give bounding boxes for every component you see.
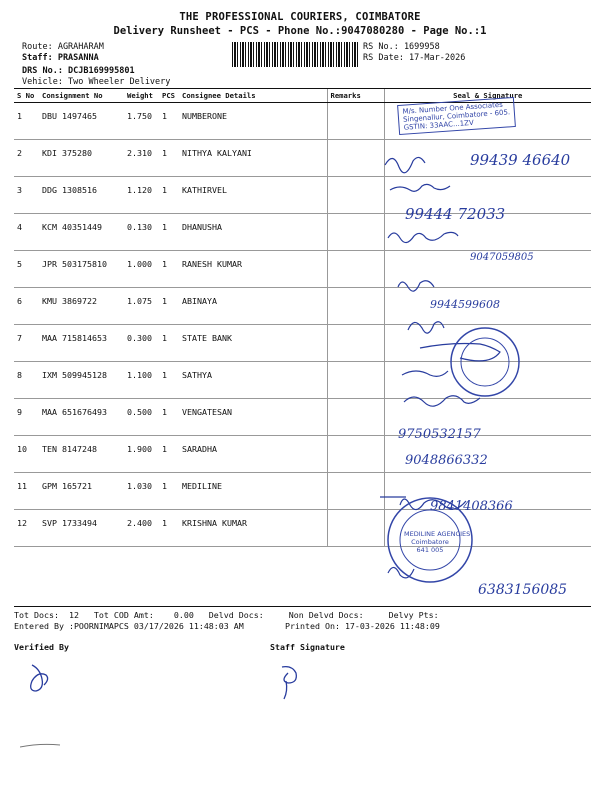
footer-divider <box>14 606 591 607</box>
cell-pcs: 1 <box>159 510 179 547</box>
cell-weight: 1.030 <box>124 473 159 510</box>
col-sno: S No <box>14 89 39 103</box>
cell-pcs: 1 <box>159 362 179 399</box>
cell-weight: 1.000 <box>124 251 159 288</box>
cell-consignment: DDG 1308516 <box>39 177 124 214</box>
cell-sno: 1 <box>14 103 39 140</box>
cell-weight: 0.130 <box>124 214 159 251</box>
cell-consignment: MAA 651676493 <box>39 399 124 436</box>
rs-date: RS Date: 17-Mar-2026 <box>363 53 466 63</box>
cell-consignment: IXM 509945128 <box>39 362 124 399</box>
verified-by-label: Verified By <box>14 642 69 652</box>
col-consignment: Consignment No <box>39 89 124 103</box>
cell-sno: 7 <box>14 325 39 362</box>
cell-sno: 12 <box>14 510 39 547</box>
cell-remarks <box>327 473 384 510</box>
printed-on: Printed On: 17-03-2026 11:48:09 <box>285 621 440 631</box>
cell-consignment: KDI 375280 <box>39 140 124 177</box>
signature-scribble <box>398 281 434 291</box>
signature-scribble <box>388 232 458 242</box>
cell-consignee: NITHYA KALYANI <box>179 140 327 177</box>
cell-weight: 2.310 <box>124 140 159 177</box>
cell-consignment: TEN 8147248 <box>39 436 124 473</box>
page-title: THE PROFESSIONAL COURIERS, COIMBATORE <box>179 11 421 23</box>
cell-consignee: MEDILINE <box>179 473 327 510</box>
cell-consignee: KATHIRVEL <box>179 177 327 214</box>
col-pcs: PCS <box>159 89 179 103</box>
cell-pcs: 1 <box>159 399 179 436</box>
signature-phone: 99444 72033 <box>405 205 506 223</box>
cell-consignment: KMU 3869722 <box>39 288 124 325</box>
cell-weight: 0.500 <box>124 399 159 436</box>
verified-signature <box>31 665 48 691</box>
cell-consignee: SATHYA <box>179 362 327 399</box>
footer-signatures <box>20 655 340 755</box>
mediline-stamp-text: MEDILINE AGENCIES Coimbatore 641 005 <box>404 530 471 554</box>
signature-scribble <box>390 184 450 191</box>
cell-weight: 1.750 <box>124 103 159 140</box>
col-weight: Weight <box>124 89 159 103</box>
cell-pcs: 1 <box>159 214 179 251</box>
cell-sno: 5 <box>14 251 39 288</box>
cell-consignee: VENGATESAN <box>179 399 327 436</box>
cell-pcs: 1 <box>159 288 179 325</box>
cell-weight: 1.900 <box>124 436 159 473</box>
signature-scribble <box>408 322 444 333</box>
cell-remarks <box>327 399 384 436</box>
cell-pcs: 1 <box>159 103 179 140</box>
page-edge-mark <box>20 744 60 747</box>
totals-line: Tot Docs: 12 Tot COD Amt: 0.00 Delvd Docs: Non Delvd Docs: Delvy Pts: <box>14 610 439 620</box>
route-label: Route: AGRAHARAM <box>22 42 104 52</box>
cell-sno: 6 <box>14 288 39 325</box>
cell-weight: 1.120 <box>124 177 159 214</box>
cell-consignee: RANESH KUMAR <box>179 251 327 288</box>
cell-remarks <box>327 288 384 325</box>
cell-consignee: DHANUSHA <box>179 214 327 251</box>
cell-consignment: KCM 40351449 <box>39 214 124 251</box>
cell-pcs: 1 <box>159 436 179 473</box>
signature-scribble <box>385 157 425 172</box>
cell-remarks <box>327 214 384 251</box>
numberone-stamp: M/s. Number One Associates Singenallur, Coimbatore - 605. GSTIN: 33AAC...1ZV <box>397 97 516 135</box>
drs-label: DRS No.: DCJB169995801 <box>22 66 135 76</box>
signature-phone: 9841408366 <box>430 499 513 514</box>
cell-sno: 3 <box>14 177 39 214</box>
cell-weight: 1.075 <box>124 288 159 325</box>
cell-sno: 9 <box>14 399 39 436</box>
entered-by: Entered By :POORNIMAPCS 03/17/2026 11:48:03 AM <box>14 621 244 631</box>
signature-phone: 9750532157 <box>398 427 481 442</box>
cell-sno: 10 <box>14 436 39 473</box>
cell-weight: 2.400 <box>124 510 159 547</box>
cell-consignee: SARADHA <box>179 436 327 473</box>
cell-consignment: MAA 715814653 <box>39 325 124 362</box>
signature-phone: 6383156085 <box>478 582 568 598</box>
cell-consignment: SVP 1733494 <box>39 510 124 547</box>
cell-pcs: 1 <box>159 177 179 214</box>
cell-remarks <box>327 362 384 399</box>
signature-phone: 9944599608 <box>430 298 500 311</box>
cell-weight: 0.300 <box>124 325 159 362</box>
staff-label: Staff: PRASANNA <box>22 53 99 63</box>
staff-signature <box>282 667 296 699</box>
cell-consignment: DBU 1497465 <box>39 103 124 140</box>
cell-pcs: 1 <box>159 325 179 362</box>
cell-consignee: NUMBERONE <box>179 103 327 140</box>
cell-remarks <box>327 325 384 362</box>
cell-remarks <box>327 436 384 473</box>
cell-remarks <box>327 103 384 140</box>
barcode <box>232 42 360 67</box>
cell-sno: 4 <box>14 214 39 251</box>
cell-consignment: GPM 165721 <box>39 473 124 510</box>
signature-scribble <box>404 396 480 406</box>
cell-sno: 8 <box>14 362 39 399</box>
staff-signature-label: Staff Signature <box>270 642 345 652</box>
cell-remarks <box>327 140 384 177</box>
cell-pcs: 1 <box>159 251 179 288</box>
cell-pcs: 1 <box>159 473 179 510</box>
cell-remarks <box>327 251 384 288</box>
col-consignee: Consignee Details <box>179 89 327 103</box>
signature-phone: 99439 46640 <box>470 151 571 169</box>
vehicle-label: Vehicle: Two Wheeler Delivery <box>22 77 171 87</box>
signature-phone: 9047059805 <box>470 252 534 263</box>
rs-number: RS No.: 1699958 <box>363 42 440 52</box>
page-subtitle: Delivery Runsheet - PCS - Phone No.:9047080280 - Page No.:1 <box>113 25 487 37</box>
col-signature: Seal & Signature <box>384 89 591 103</box>
cell-consignee: STATE BANK <box>179 325 327 362</box>
cell-weight: 1.100 <box>124 362 159 399</box>
signature-phone: 9048866332 <box>405 453 488 468</box>
col-remarks: Remarks <box>327 89 384 103</box>
cell-remarks <box>327 177 384 214</box>
cell-consignee: KRISHNA KUMAR <box>179 510 327 547</box>
cell-consignment: JPR 503175810 <box>39 251 124 288</box>
cell-consignee: ABINAYA <box>179 288 327 325</box>
cell-pcs: 1 <box>159 140 179 177</box>
signature-scribble <box>420 344 500 361</box>
signature-scribble <box>402 371 448 376</box>
cell-sno: 11 <box>14 473 39 510</box>
cell-sno: 2 <box>14 140 39 177</box>
cell-remarks <box>327 510 384 547</box>
